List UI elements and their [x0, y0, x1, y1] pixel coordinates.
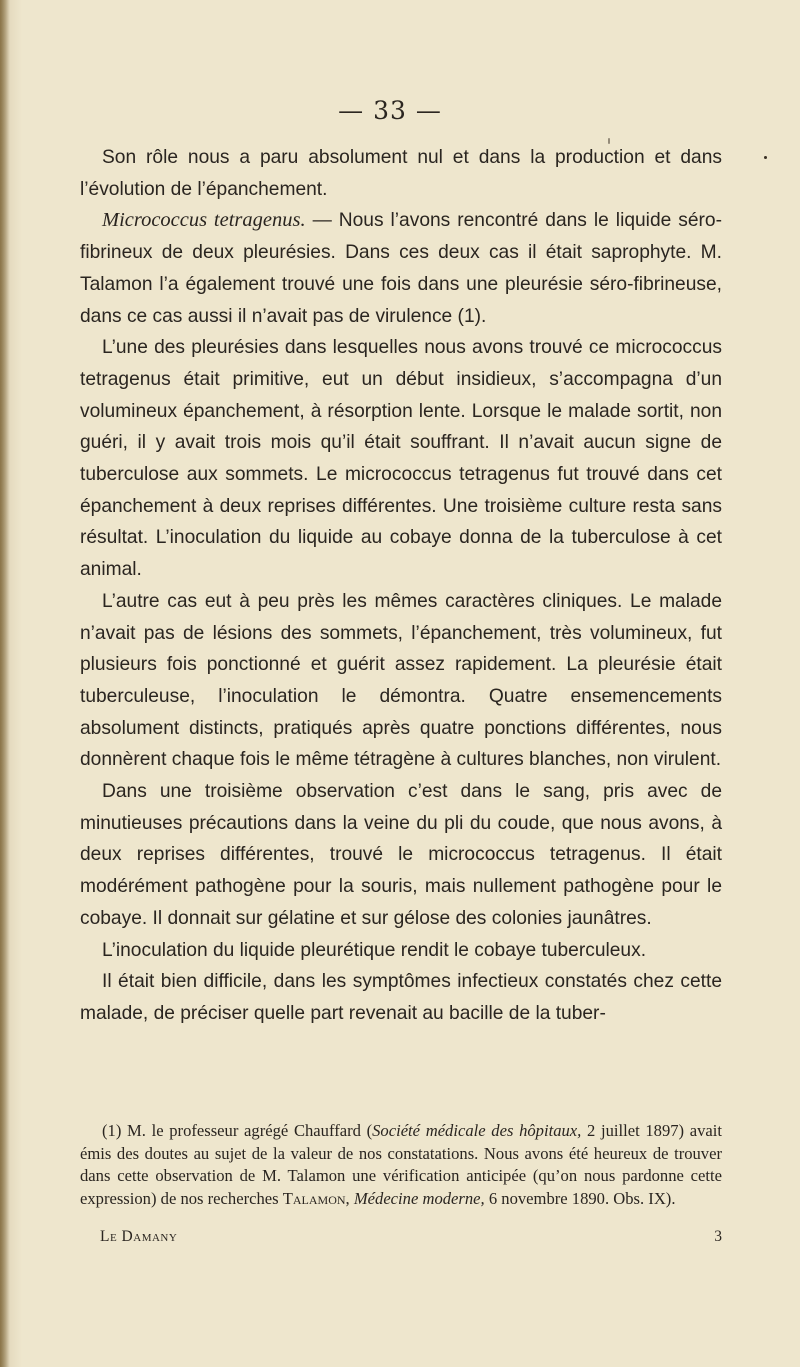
footnote-text-end: 6 novembre 1890. Obs. IX). [484, 1188, 676, 1208]
footnote-text-middle: 2 juillet 1897) avait émis des doutes au sujet de la valeur de nos constatations. Nous avons été heureux de trouver dans cette observation de M. Talamon une vérification anticipée (qu’on nous pardonne cette expression) de nos recherches [80, 1121, 722, 1208]
footnote-journal-2: Médecine moderne, [349, 1188, 485, 1208]
paragraph-5: Dans une troisième observation c’est dans le sang, pris avec de minutieuses précautions dans la veine du pli du coude, que nous avons, à deux reprises différentes, trouvé le micrococcus tetragenus. Il était modérément pathogène pour la souris, mais nullement pathogène pour le cobaye. Il donnait sur gélatine et sur gélose des colonies jaunâtres. [80, 781, 722, 929]
page-binding-shadow [0, 0, 10, 1367]
footnote-text-start: (1) M. le professeur agrégé Chauffard ( [102, 1121, 373, 1140]
paragraph-1: Son rôle nous a paru absolument nul et dans la production et dans l’évolution de l’épanchement. [80, 147, 722, 200]
paragraph-2-text: — Nous l’avons rencontré dans le liquide séro-fibrineux de deux pleurésies. Dans ces deux cas il était saprophyte. M. Talamon l’a également trouvé une fois dans une pleurésie séro-fibrineuse, dans ce cas aussi il n’avait pas de virulence (1). [80, 210, 722, 327]
footnote-author: Talamon, [282, 1188, 350, 1208]
paragraph-7: Il était bien difficile, dans les symptômes infectieux constatés chez cette malade, de préciser quelle part revenait au bacille de la tuber- [80, 971, 722, 1024]
ink-speck [764, 156, 767, 159]
paragraph-4: L’autre cas eut à peu près les mêmes caractères cliniques. Le malade n’avait pas de lésions des sommets, l’épanchement, très volumineux, fut plusieurs fois ponctionné et guérit assez rapidement. La pleurésie était tuberculeuse, l’inoculation le démontra. Quatre ensemencements absolument distincts, pratiqués après quatre ponctions différentes, nous donnèrent chaque fois le même tétragène à cultures blanches, non virulent. [80, 590, 722, 771]
body-text [80, 142, 722, 1030]
footnote-journal: Société médicale des hôpitaux, [372, 1121, 582, 1140]
footnote-1 [80, 1120, 722, 1210]
signature-sheet-number: 3 [714, 1228, 722, 1245]
footnote [80, 1120, 722, 1210]
paragraph-2 [80, 205, 722, 332]
paragraph-6: L’inoculation du liquide pleurétique rendit le cobaye tuberculeux. [102, 939, 647, 961]
paragraph-3: L’une des pleurésies dans lesquelles nous avons trouvé ce micrococcus tetragenus était primitive, eut un début insidieux, s’accompagna d’un volumineux épanchement, à résorption lente. Lorsque le malade sortit, non guéri, il y avait trois mois qu’il était souffrant. Il n’avait aucun signe de tuberculose aux sommets. Le micrococcus tetragenus fut trouvé dans cet épanchement à deux reprises différentes. Une troisième culture resta sans résultat. L’inoculation du liquide au cobaye donna de la tuberculose à cet animal. [80, 337, 722, 581]
page-number: — 33 — [338, 96, 442, 125]
paragraph-2-heading: Micrococcus tetragenus. [102, 209, 306, 232]
signature-author: Le Damany [100, 1228, 178, 1245]
ink-speck [608, 138, 610, 144]
